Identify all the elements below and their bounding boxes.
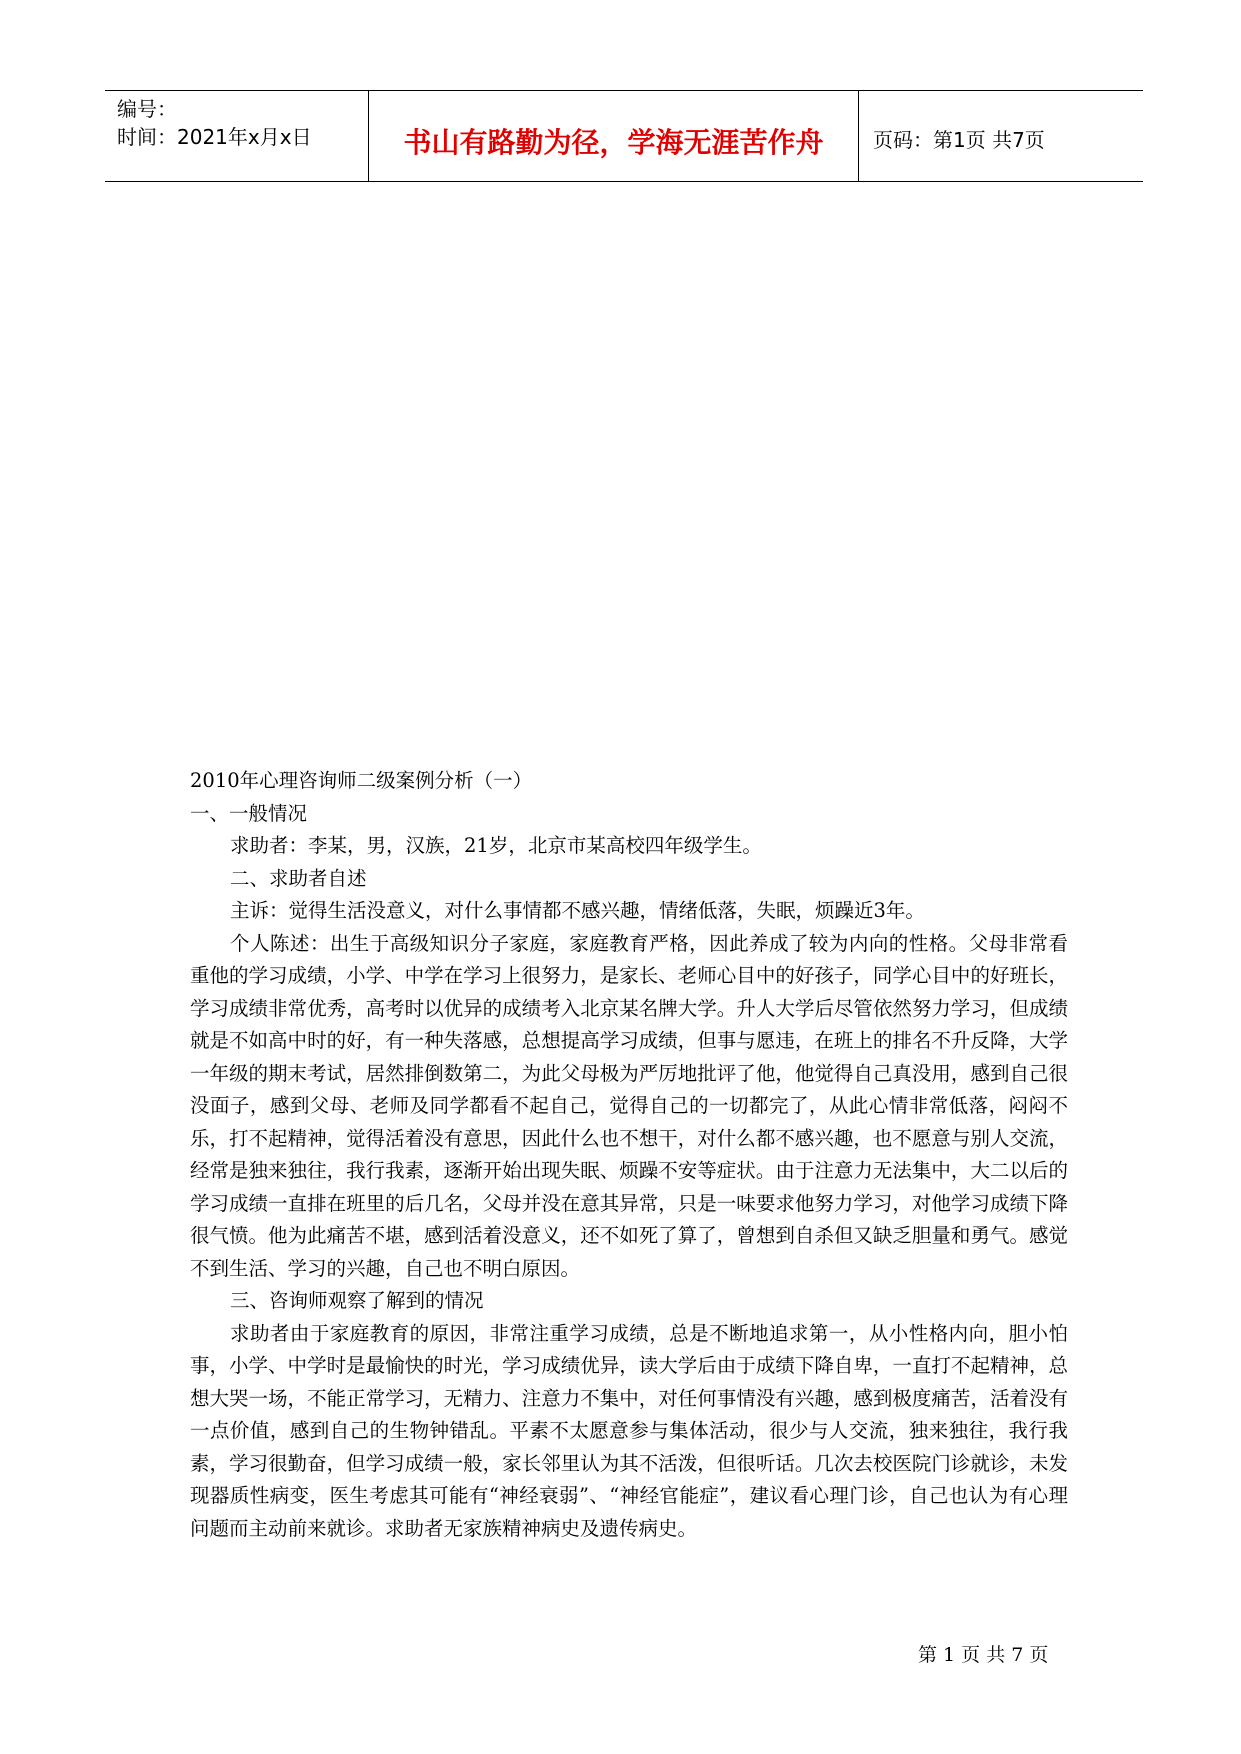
- header-left-cell: [105, 91, 369, 181]
- client-info: 求助者：李某，男，汉族，21岁，北京市某高校四年级学生。: [230, 834, 762, 857]
- page-footer-number: 第 1 页 共 7 页: [918, 1644, 1049, 1666]
- section-heading-general: 一、一般情况: [190, 801, 308, 825]
- document-number-label: 编号：: [117, 97, 177, 121]
- document-time-label: 时间：2021年x月x日: [117, 125, 312, 149]
- header-page-label: 页码：第1页 共7页: [873, 128, 1045, 152]
- header-middle-cell: [369, 91, 859, 181]
- chief-complaint: 主诉：觉得生活没意义，对什么事情都不感兴趣，情绪低落，失眠，烦躁近3年。: [230, 899, 925, 922]
- header-right-cell: [859, 91, 1143, 181]
- document-body: [190, 765, 1068, 1545]
- observation-paragraph: 求助者由于家庭教育的原因，非常注重学习成绩，总是不断地追求第一，从小性格内向，胆小怕事，小学、中学时是最愉快的时光，学习成绩优异，读大学后由于成绩下降自卑，一直打不起精神，总想大哭一场，不能正常学习，无精力、注意力不集中，对任何事情没有兴趣，感到极度痛苦，活着没有一点价值，感到自己的生物钟错乱。平素不太愿意参与集体活动，很少与人交流，独来独往，我行我素，学习很勤奋，但学习成绩一般，家长邻里认为其不活泼，但很听话。几次去校医院门诊就诊，未发现器质性病变，医生考虑其可能有“神经衰弱”、“神经官能症”，建议看心理门诊，自己也认为有心理问题而主动前来就诊。求助者无家族精神病史及遗传病史。: [190, 1321, 1068, 1540]
- page-header: [105, 90, 1143, 182]
- document-title: 2010年心理咨询师二级案例分析（一）: [190, 769, 533, 792]
- section-heading-observation: 三、咨询师观察了解到的情况: [230, 1289, 484, 1312]
- section-heading-self-report: 二、求助者自述: [230, 866, 367, 890]
- header-motto: 书山有路勤为径，学海无涯苦作舟: [403, 126, 824, 159]
- personal-statement: 个人陈述：出生于高级知识分子家庭，家庭教育严格，因此养成了较为内向的性格。父母非常看重他的学习成绩，小学、中学在学习上很努力，是家长、老师心目中的好孩子，同学心目中的好班长，学习成绩非常优秀，高考时以优异的成绩考入北京某名牌大学。升人大学后尽管依然努力学习，但成绩就是不如高中时的好，有一种失落感，总想提高学习成绩，但事与愿违，在班上的排名不升反降，大学一年级的期末考试，居然排倒数第二，为此父母极为严厉地批评了他，他觉得自己真没用，感到自己很没面子，感到父母、老师及同学都看不起自己，觉得自己的一切都完了，从此心情非常低落，闷闷不乐，打不起精神，觉得活着没有意思，因此什么也不想干，对什么都不感兴趣，也不愿意与别人交流，经常是独来独往，我行我素，逐渐开始出现失眠、烦躁不安等症状。由于注意力无法集中，大二以后的学习成绩一直排在班里的后几名，父母并没在意其异常，只是一味要求他努力学习，对他学习成绩下降很气愤。他为此痛苦不堪，感到活着没意义，还不如死了算了，曾想到自杀但又缺乏胆量和勇气。感觉不到生活、学习的兴趣，自己也不明白原因。: [190, 931, 1068, 1280]
